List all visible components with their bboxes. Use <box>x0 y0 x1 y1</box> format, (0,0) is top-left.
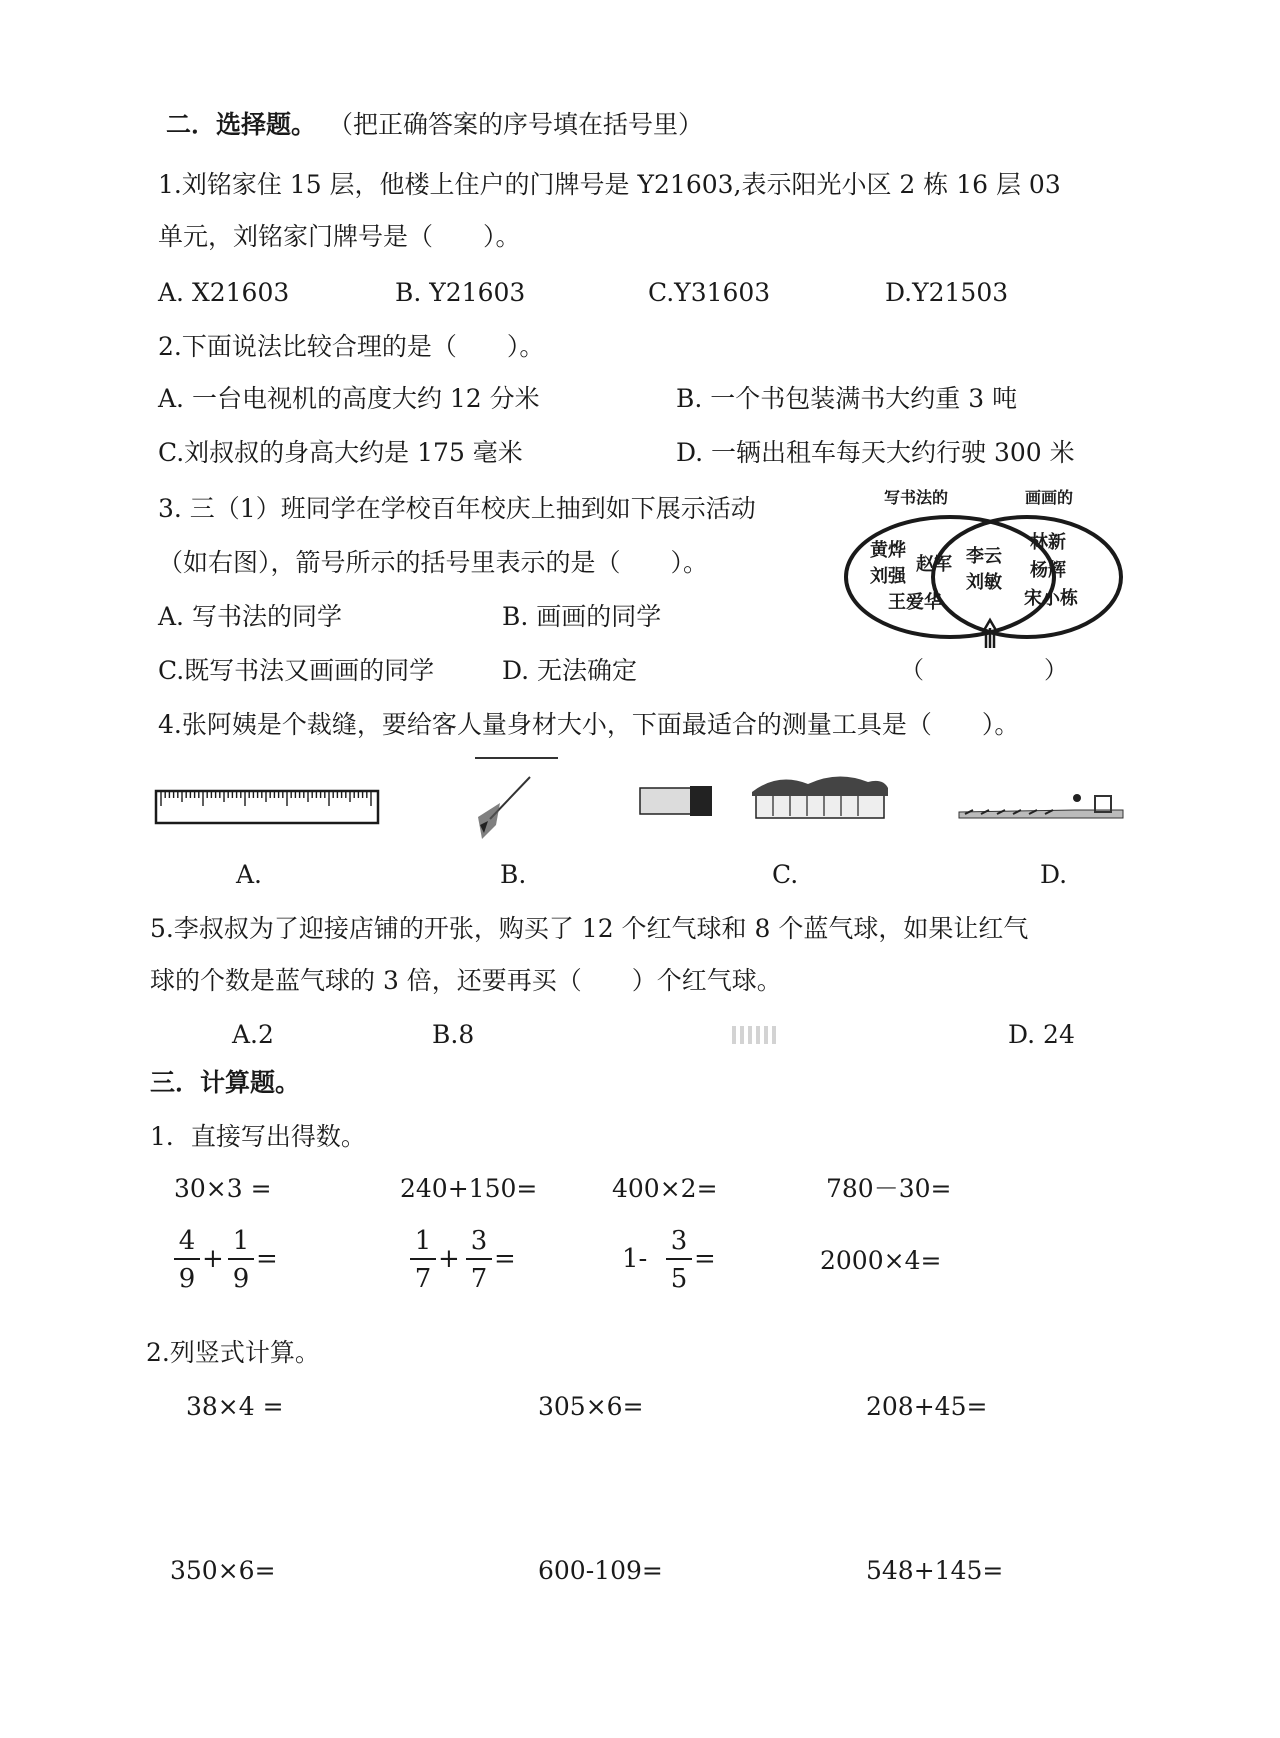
venn-center-name: 李云 <box>966 546 1002 567</box>
venn-right-name: 林新 <box>1030 532 1066 553</box>
q5-option-b: B.8 <box>432 1020 475 1049</box>
mental-calc-item: 2000×4= <box>820 1246 942 1275</box>
mental-calc-item: 30×3 = <box>174 1174 272 1203</box>
section-3-sub2: 2.列竖式计算。 <box>146 1338 320 1367</box>
venn-arrow <box>983 620 997 648</box>
q4-label-b: B. <box>500 860 527 889</box>
pencil-image <box>470 755 560 845</box>
vertical-calc-item: 208+45= <box>866 1392 988 1421</box>
denominator: 5 <box>670 1264 688 1294</box>
denominator: 7 <box>470 1264 488 1294</box>
denominator: 9 <box>232 1264 250 1294</box>
venn-right-name: 杨辉 <box>1030 560 1066 581</box>
venn-right-name: 宋小栋 <box>1024 588 1078 609</box>
vertical-calc-item: 548+145= <box>866 1556 1004 1585</box>
venn-left-name: 王爱华 <box>888 592 942 613</box>
q5-line2: 球的个数是蓝气球的 3 倍，还要再买（ ）个红气球。 <box>150 966 782 995</box>
q1-option-b: B. Y21603 <box>395 278 526 307</box>
fraction <box>172 1228 202 1292</box>
mental-calc-item: 780－30= <box>826 1174 952 1203</box>
plus-sign: + <box>202 1244 224 1274</box>
section-2-title: 二．选择题。 <box>166 110 317 139</box>
q4-label-a: A. <box>236 860 263 889</box>
tailor-tape-image <box>955 780 1125 824</box>
vertical-calc-item: 38×4 = <box>186 1392 284 1421</box>
q1-line2: 单元，刘铭家门牌号是（ ）。 <box>158 222 521 251</box>
equals-sign: = <box>256 1244 278 1274</box>
measuring-tape-image <box>638 770 888 830</box>
denominator: 7 <box>414 1264 432 1294</box>
q1-option-d: D.Y21503 <box>885 278 1009 307</box>
venn-left-label: 写书法的 <box>884 488 949 507</box>
numerator: 1 <box>232 1226 250 1256</box>
q2-option-d: D. 一辆出租车每天大约行驶 300 米 <box>676 438 1075 467</box>
ruler-image <box>155 790 380 826</box>
q2-option-c: C.刘叔叔的身高大约是 175 毫米 <box>158 438 523 467</box>
q4-label-c: C. <box>772 860 799 889</box>
fraction <box>464 1228 494 1292</box>
venn-right-label: 画画的 <box>1025 488 1074 507</box>
q1-line1: 1.刘铭家住 15 层，他楼上住户的门牌号是 Y21603,表示阳光小区 2 栋 16 层 03 <box>158 170 1061 199</box>
q2-stem: 2.下面说法比较合理的是（ ）。 <box>158 332 545 361</box>
q2-option-a: A. 一台电视机的高度大约 12 分米 <box>158 384 540 413</box>
q3-line1: 3. 三（1）班同学在学校百年校庆上抽到如下展示活动 <box>158 494 756 523</box>
numerator: 4 <box>178 1226 196 1256</box>
smudge-mark <box>732 1026 776 1044</box>
section-3-title: 三．计算题。 <box>150 1068 301 1097</box>
mental-calc-item: 400×2= <box>612 1174 718 1203</box>
venn-left-name: 黄烨 <box>870 540 906 561</box>
vertical-calc-item: 305×6= <box>538 1392 644 1421</box>
q3-option-a: A. 写书法的同学 <box>158 602 342 631</box>
mental-calc-item: 240+150= <box>400 1174 538 1203</box>
fraction <box>226 1228 256 1292</box>
q3-option-c: C.既写书法又画画的同学 <box>158 656 435 685</box>
venn-left-name: 赵军 <box>916 554 952 575</box>
venn-center-name: 刘敏 <box>966 572 1002 593</box>
venn-answer-bracket: （ ） <box>900 656 1068 684</box>
fraction <box>664 1228 694 1292</box>
venn-left-name: 刘强 <box>870 566 906 587</box>
q2-option-b: B. 一个书包装满书大约重 3 吨 <box>676 384 1018 413</box>
q5-option-a: A.2 <box>232 1020 274 1049</box>
q3-option-b: B. 画画的同学 <box>502 602 662 631</box>
q1-option-c: C.Y31603 <box>648 278 771 307</box>
numerator: 1 <box>414 1226 432 1256</box>
section-3-sub1: 1．直接写出得数。 <box>150 1122 366 1151</box>
vertical-calc-item: 350×6= <box>170 1556 276 1585</box>
numerator: 3 <box>670 1226 688 1256</box>
denominator: 9 <box>178 1264 196 1294</box>
one-minus: 1- <box>622 1244 648 1274</box>
q5-option-d: D. 24 <box>1008 1020 1075 1049</box>
plus-sign: + <box>438 1244 460 1274</box>
q3-option-d: D. 无法确定 <box>502 656 638 685</box>
q1-option-a: A. X21603 <box>158 278 290 307</box>
equals-sign: = <box>694 1244 716 1274</box>
vertical-calc-item: 600-109= <box>538 1556 663 1585</box>
q4-stem: 4.张阿姨是个裁缝，要给客人量身材大小，下面最适合的测量工具是（ ）。 <box>158 710 1020 739</box>
numerator: 3 <box>470 1226 488 1256</box>
fraction <box>408 1228 438 1292</box>
q4-label-d: D. <box>1040 860 1068 889</box>
section-2-note: （把正确答案的序号填在括号里） <box>328 110 704 139</box>
q3-line2: （如右图），箭号所示的括号里表示的是（ ）。 <box>158 548 709 577</box>
equals-sign: = <box>494 1244 516 1274</box>
q5-line1: 5.李叔叔为了迎接店铺的开张，购买了 12 个红气球和 8 个蓝气球，如果让红气 <box>150 914 1029 943</box>
